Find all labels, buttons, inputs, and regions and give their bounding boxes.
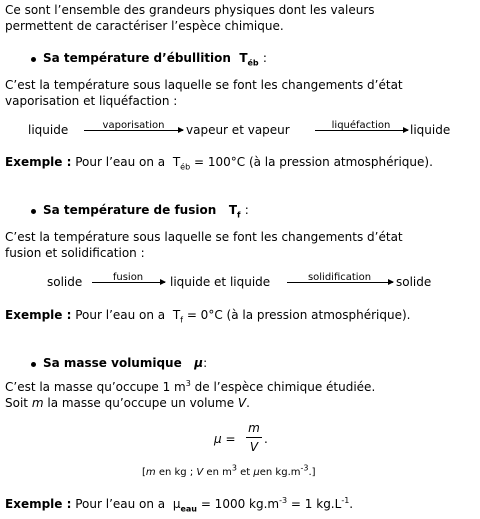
bullet-icon xyxy=(31,209,36,214)
scheme-right: solide xyxy=(396,275,432,289)
heading-ebullition: Sa température d’ébullition $T_{éb}$ : xyxy=(43,51,267,68)
arrow-label-vaporisation: vaporisation xyxy=(102,120,165,131)
ebullition-desc-1: C’est la température sous laquelle se font les changements d’état xyxy=(5,78,403,92)
intro-line-2: permettent de caractériser l’espèce chimique. xyxy=(5,19,284,33)
arrow-label-solidification: solidification xyxy=(307,272,372,283)
scheme-middle: liquide et liquide xyxy=(170,275,271,289)
arrow-label-liquefaction: liquéfaction xyxy=(331,120,391,131)
arrow-right-icon xyxy=(92,282,165,283)
bullet-icon xyxy=(31,57,36,62)
heading-fusion: Sa température de fusion $T_f$ : xyxy=(43,203,249,220)
scheme-left: liquide xyxy=(28,123,69,137)
masse-desc-2: Soit m la masse qu’occupe un volume V. xyxy=(5,396,250,410)
formula-lhs: μ = xyxy=(214,432,236,446)
scheme-left: solide xyxy=(47,275,83,289)
ebullition-desc-2: vaporisation et liquéfaction : xyxy=(5,94,178,108)
units-note: [m en kg ; V en $m^3$ et μen $kg.m^{-3}$.] xyxy=(142,463,316,478)
arrow-label-fusion: fusion xyxy=(112,272,144,283)
scheme-right: liquide xyxy=(410,123,451,137)
fusion-desc-1: C’est la température sous laquelle se font les changements d’état xyxy=(5,230,403,244)
masse-desc-1: C’est la masse qu’occupe 1 $m^3$ de l’espèce chimique étudiée. xyxy=(5,379,376,394)
scheme-middle: vapeur et vapeur xyxy=(186,123,290,137)
formula-end: . xyxy=(264,432,268,446)
masse-example: Exemple : Pour l’eau on a $\mu_{eau} = 1000$ $kg.m^{-3} = 1$ $kg.L^{-1}$. xyxy=(5,496,354,514)
fusion-example: Exemple : Pour l’eau on a $T_f = 0^\circ C$ (à la pression atmosphérique). xyxy=(5,308,411,325)
formula-numerator: m xyxy=(248,421,260,435)
arrow-right-icon xyxy=(287,282,393,283)
ebullition-example: Exemple : Pour l’eau on a $T_{éb} = 100^\circ C$ (à la pression atmosphérique). xyxy=(5,155,433,172)
fusion-desc-2: fusion et solidification : xyxy=(5,246,145,260)
formula-denominator: V xyxy=(249,440,259,454)
arrow-right-icon xyxy=(84,130,183,131)
heading-masse-volumique: Sa masse volumique μ: xyxy=(43,356,208,370)
intro-line-1: Ce sont l’ensemble des grandeurs physiques dont les valeurs xyxy=(5,3,375,17)
bullet-icon xyxy=(31,362,36,367)
fraction-bar xyxy=(246,437,262,438)
arrow-right-icon xyxy=(315,130,408,131)
